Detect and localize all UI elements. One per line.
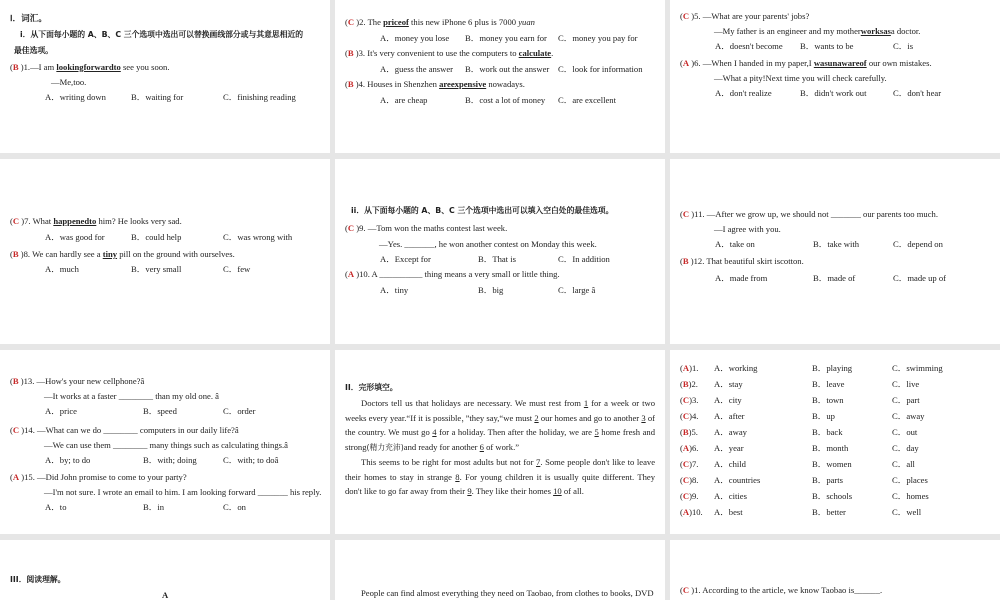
answer-mark: B: [347, 79, 354, 89]
instruction-line-2: 最佳选项。: [14, 46, 53, 55]
question-12: (B )12. That beautiful skirt iscotton.: [680, 256, 804, 266]
question-text: —Tom won the maths contest last week.: [367, 223, 508, 233]
answer-mark: B: [12, 249, 19, 259]
option-a: A．working: [714, 363, 758, 373]
option-b: B．month: [812, 443, 849, 453]
paragraph-2: [345, 455, 655, 499]
slide-panel-8: [335, 350, 665, 534]
option-row: (B)5. A．away B．back C．out: [680, 427, 918, 437]
reading-passage-line: People can find almost everything they need on Taobao, from clothes to books, DVD: [361, 588, 654, 598]
question-number: )6.: [689, 443, 699, 453]
answer-mark: C: [682, 475, 690, 485]
instruction-line-1: i．从下面每小题的 A、B、C 三个选项中选出可以替换画线部分或与其意思相近的: [20, 30, 304, 39]
question-text: —What can we do ________ computers in our daily life?â: [37, 425, 239, 435]
option-b: B．in: [143, 502, 165, 512]
question-text: The: [367, 17, 384, 27]
option-a: A．don't realize: [715, 88, 772, 98]
question-14-reply: —We can use them ________ many things such as calculating things.â: [44, 440, 288, 450]
question-text: What: [32, 216, 54, 226]
slide-panel-12: [670, 540, 1000, 600]
section-title-reading: III．阅读理解。: [10, 575, 66, 584]
answer-mark: C: [682, 411, 690, 421]
question-number: )10.: [689, 507, 703, 517]
question-number: )8.: [20, 249, 31, 259]
question-7: (C )7. What happenedto him? He looks very sad.: [10, 216, 182, 226]
answer-mark: B: [12, 62, 19, 72]
option-row: (C)8. A．countries B．parts C．places: [680, 475, 928, 485]
cloze-options-list: [680, 363, 995, 523]
question-13-reply: —It works at a faster ________ than my old one. â: [44, 391, 219, 401]
question-number: )13.: [20, 376, 35, 386]
answer-mark: C: [682, 11, 690, 21]
option-c: C．on: [223, 502, 246, 512]
option-b: B．women: [812, 459, 852, 469]
underlined-phrase: lookingforwardto: [56, 62, 121, 72]
option-c: C．out: [892, 427, 918, 437]
answer-mark: C: [682, 209, 690, 219]
question-number: )7.: [21, 216, 31, 226]
slide-panel-6: [670, 159, 1000, 344]
option-a: A．money you lose: [380, 33, 450, 43]
answer-mark: C: [682, 491, 690, 501]
option-a: A．was good for: [45, 232, 105, 242]
option-a: A．after: [714, 411, 745, 421]
question-13: (B )13. —How's your new cellphone?â: [10, 376, 145, 386]
blank-number: 5: [594, 427, 599, 437]
question-9: (C )9. —Tom won the maths contest last week.: [345, 223, 508, 233]
option-a: A．to: [45, 502, 67, 512]
question-text: Houses in Shenzhen: [367, 79, 440, 89]
underlined-phrase: tiny: [102, 249, 118, 259]
answer-mark: A: [347, 269, 355, 279]
option-a: A．Except for: [380, 254, 431, 264]
question-number: )10.: [356, 269, 370, 279]
option-c: C．live: [892, 379, 920, 389]
section-title-cloze: II．完形填空。: [345, 383, 398, 392]
answer-mark: B: [12, 376, 19, 386]
answer-mark: A: [682, 363, 690, 373]
question-number: )8.: [689, 475, 699, 485]
option-row: (B)2. A．stay B．leave C．live: [680, 379, 920, 389]
blank-number: 2: [534, 412, 539, 423]
option-a: A．year: [714, 443, 744, 453]
question-number: )11.: [691, 209, 705, 219]
option-row: (C)9. A．cities B．schools C．homes: [680, 491, 929, 501]
question-2: (C )2. The priceof this new iPhone 6 plus is 7000 yuan: [345, 17, 535, 27]
blank-number: 1: [583, 398, 589, 408]
reply-text: —My father is an engineer and my mother: [714, 26, 861, 36]
answer-mark: C: [682, 459, 690, 469]
question-3: (B )3. It's very convenient to use the computers to calculate.: [345, 48, 554, 58]
text: home fresh and strong: [345, 427, 655, 452]
option-a: A．writing down: [45, 92, 106, 102]
option-a: A．child: [714, 459, 746, 469]
option-b: B．didn't work out: [800, 88, 867, 98]
question-text: —How's your new cellphone?â: [36, 376, 145, 386]
option-c: C．large â: [558, 285, 596, 295]
text: This seems to be right for most adults but not for: [361, 457, 537, 467]
option-a: A．doesn't become: [715, 41, 783, 51]
question-11-reply: —I agree with you.: [714, 224, 781, 234]
answer-mark: B: [682, 256, 689, 266]
blank-number: 3: [641, 412, 646, 423]
option-row: (A)1. A．working B．playing C．swimming: [680, 363, 943, 373]
option-b: B．schools: [812, 491, 853, 501]
question-number: )1.: [691, 585, 701, 595]
answer-mark: A: [682, 507, 690, 517]
paragraph-1: [345, 396, 655, 455]
text: and ready for another: [403, 441, 480, 452]
underlined-phrase: happenedto: [53, 216, 97, 226]
passage-label: A: [162, 590, 169, 600]
option-row: (C)4. A．after B．up C．away: [680, 411, 925, 421]
question-15: (A )15. —Did John promise to come to your party?: [10, 472, 187, 482]
question-5: (C )5. —What are your parents' jobs?: [680, 11, 810, 21]
answer-mark: A: [682, 443, 690, 453]
option-c: C．swimming: [892, 363, 943, 373]
question-number: )15.: [21, 472, 35, 482]
option-c: C．away: [892, 411, 925, 421]
instruction-fill-blank: ii．从下面每小题的 A、B、C 三个选项中选出可以填入空白处的最佳选项。: [351, 206, 614, 215]
slide-panel-11: [335, 540, 665, 600]
option-a: A．stay: [714, 379, 743, 389]
question-number: )5.: [688, 427, 698, 437]
option-c: C．made up of: [893, 273, 946, 283]
question-number: )2.: [688, 379, 698, 389]
blank-number: 6: [479, 441, 484, 452]
answer-mark: B: [347, 48, 354, 58]
option-b: B．better: [812, 507, 846, 517]
question-4: (B )4. Houses in Shenzhen areexpensive nowadays.: [345, 79, 525, 89]
section-title-vocabulary: Ⅰ．词汇。: [10, 13, 47, 23]
question-text: —After we grow up, we should not _______ our parents too much.: [706, 209, 938, 219]
blank-number: 9: [467, 486, 472, 496]
question-number: )14.: [21, 425, 35, 435]
option-b: B．big: [478, 285, 504, 295]
text: . They like their homes: [471, 486, 554, 496]
question-10: (A )10. A __________ thing means a very small or little thing.: [345, 269, 560, 279]
option-c: C．homes: [892, 491, 929, 501]
question-number: )2.: [356, 17, 366, 27]
question-text: According to the article, we know Taobao is______.: [702, 585, 883, 595]
question-number: )9.: [356, 223, 366, 233]
question-15-reply: —I'm not sure. I wrote an email to him. I am looking forward _______ his reply.: [44, 487, 322, 497]
question-text: —When I handed in my paper,I: [702, 58, 814, 68]
reading-question-1: (C )1. According to the article, we know Taobao is______.: [680, 585, 883, 595]
option-row: (A)10. A．best B．better C．well: [680, 507, 922, 517]
option-b: B．That is: [478, 254, 516, 264]
answer-mark: B: [682, 379, 689, 389]
question-number: )4.: [689, 411, 699, 421]
answer-mark: C: [682, 395, 690, 405]
text: of the country. We must go: [345, 412, 656, 437]
option-b: B．up: [812, 411, 835, 421]
slide-panel-4: [0, 159, 330, 344]
question-text: That beautiful skirt iscotton.: [706, 256, 804, 266]
option-b: B．work out the answer: [465, 64, 550, 74]
option-b: B．waiting for: [131, 92, 184, 102]
option-c: C．with; to doâ: [223, 455, 279, 465]
question-1: (B )1.—I am lookingforwardto see you soon.: [10, 62, 170, 72]
text: . Some people don't like to leave their homes to stay in strange: [345, 457, 656, 482]
question-14: (C )14. —What can we do ________ computers in our daily life?â: [10, 425, 239, 435]
question-text: —I am: [30, 62, 57, 72]
question-11: (C )11. —After we grow up, we should not _______ our parents too much.: [680, 209, 938, 219]
option-b: B．very small: [131, 264, 182, 274]
answer-mark: B: [682, 427, 689, 437]
blank-number: 4: [432, 427, 437, 437]
question-text: see you soon.: [120, 62, 170, 72]
option-row: (C)3. A．city B．town C．part: [680, 395, 920, 405]
option-a: A．price: [45, 406, 77, 416]
option-b: B．take with: [813, 239, 860, 249]
question-number: )5.: [691, 11, 701, 21]
option-c: C．is: [893, 41, 914, 51]
answer-mark: A: [682, 58, 690, 68]
blank-number: 10: [553, 486, 562, 496]
option-a: A．by; to do: [45, 455, 91, 465]
option-row: (A)6. A．year B．month C．day: [680, 443, 919, 453]
question-8: (B )8. We can hardly see a tiny pill on the ground with ourselves.: [10, 249, 235, 259]
option-c: C．order: [223, 406, 256, 416]
slide-panel-2: [335, 0, 665, 153]
question-number: )4.: [355, 79, 366, 89]
option-row: (C)7. A．child B．women C．all: [680, 459, 915, 469]
question-text: It's very convenient to use the computers to: [367, 48, 519, 58]
slide-panel-3: [670, 0, 1000, 153]
question-number: )6.: [691, 58, 701, 68]
option-b: B．town: [812, 395, 844, 405]
option-a: A．away: [714, 427, 747, 437]
blank-number: 7: [536, 457, 541, 467]
slide-panel-1: [0, 0, 330, 153]
option-c: C．don't hear: [893, 88, 942, 98]
question-text: him? He looks very sad.: [96, 216, 182, 226]
option-c: C．well: [892, 507, 922, 517]
option-a: A．are cheap: [380, 95, 428, 105]
option-a: A．city: [714, 395, 742, 405]
question-text: —Did John promise to come to your party?: [37, 472, 187, 482]
option-c: C．money you pay for: [558, 33, 638, 43]
option-b: B．speed: [143, 406, 177, 416]
option-c: C．finishing reading: [223, 92, 296, 102]
question-number: )3.: [355, 48, 366, 58]
option-c: C．all: [892, 459, 915, 469]
option-a: A．take on: [715, 239, 755, 249]
slide-panel-7: [0, 350, 330, 534]
question-6: (A )6. —When I handed in my paper,I wasunawareof our own mistakes.: [680, 58, 932, 68]
question-text: A __________ thing means a very small or little thing.: [371, 269, 560, 279]
question-text: pill on the ground with ourselves.: [117, 249, 235, 259]
answer-mark: C: [12, 425, 20, 435]
option-a: A．best: [714, 507, 743, 517]
text: for a holiday. Then after the holiday, we are: [436, 427, 595, 437]
answer-mark: A: [12, 472, 20, 482]
option-a: A．made from: [715, 273, 768, 283]
question-text: our own mistakes.: [866, 58, 932, 68]
question-text: —What are your parents' jobs?: [702, 11, 810, 21]
option-a: A．cities: [714, 491, 747, 501]
option-b: B．with; doing: [143, 455, 197, 465]
option-b: B．back: [812, 427, 843, 437]
cloze-passage: [345, 396, 655, 499]
question-number: )1.: [689, 363, 699, 373]
question-number: )3.: [689, 395, 699, 405]
question-number: )12.: [690, 256, 705, 266]
option-b: B．could help: [131, 232, 182, 242]
underlined-phrase: calculate: [518, 48, 552, 58]
question-text: .: [551, 48, 554, 58]
answer-mark: C: [682, 585, 690, 595]
option-b: B．cost a lot of money: [465, 95, 546, 105]
text: of work.”: [483, 441, 520, 452]
option-b: B．leave: [812, 379, 845, 389]
question-9-reply: —Yes. _______, he won another contest on Monday this week.: [379, 239, 597, 249]
option-a: A．countries: [714, 475, 761, 485]
chinese-gloss: (精力充沛): [366, 442, 404, 452]
blank-number: 8: [455, 471, 460, 482]
question-number: )1.: [20, 62, 31, 72]
text: of all.: [561, 486, 584, 496]
option-b: B．playing: [812, 363, 853, 373]
option-a: A．much: [45, 264, 79, 274]
question-number: )9.: [689, 491, 699, 501]
text: our homes and go to another: [538, 412, 642, 423]
reply-text: a doctor.: [890, 26, 921, 36]
option-c: C．are excellent: [558, 95, 616, 105]
question-text: We can hardly see a: [32, 249, 103, 259]
answer-mark: C: [12, 216, 20, 226]
option-c: C．look for information: [558, 64, 643, 74]
slide-panel-5: [335, 159, 665, 344]
option-b: B．money you earn for: [465, 33, 547, 43]
option-c: C．was wrong with: [223, 232, 293, 242]
question-text: this new iPhone 6 plus is 7000: [408, 17, 519, 27]
text: for a week or two weeks every year.“If it is possible，”they say,“we must: [345, 398, 656, 423]
option-c: C．day: [892, 443, 919, 453]
option-a: A．tiny: [380, 285, 409, 295]
underlined-phrase: priceof: [383, 17, 409, 27]
italic-word: yuan: [518, 17, 535, 27]
option-c: C．depend on: [893, 239, 943, 249]
option-c: C．In addition: [558, 254, 610, 264]
answer-mark: C: [347, 223, 355, 233]
question-text: nowadays.: [486, 79, 525, 89]
underlined-phrase: areexpensive: [439, 79, 487, 89]
text: Doctors tell us that holidays are necessary. We must rest from: [361, 398, 584, 408]
text: . For young children it is usually quite different. They don't like to go far away from their: [345, 471, 655, 496]
question-6-reply: —What a pity!Next time you will check carefully.: [714, 73, 887, 83]
question-5-reply: [714, 26, 920, 37]
underlined-phrase: worksas: [860, 26, 891, 36]
option-c: C．few: [223, 264, 251, 274]
option-b: B．parts: [812, 475, 844, 485]
option-c: C．places: [892, 475, 928, 485]
option-c: C．part: [892, 395, 920, 405]
question-1-reply: —Me,too.: [51, 77, 87, 87]
option-b: B．made of: [813, 273, 856, 283]
slide-panel-9: [670, 350, 1000, 534]
slide-panel-10: [0, 540, 330, 600]
option-b: B．wants to be: [800, 41, 854, 51]
underlined-phrase: wasunawareof: [813, 58, 867, 68]
option-a: A．guess the answer: [380, 64, 454, 74]
answer-mark: C: [347, 17, 355, 27]
question-number: )7.: [689, 459, 699, 469]
